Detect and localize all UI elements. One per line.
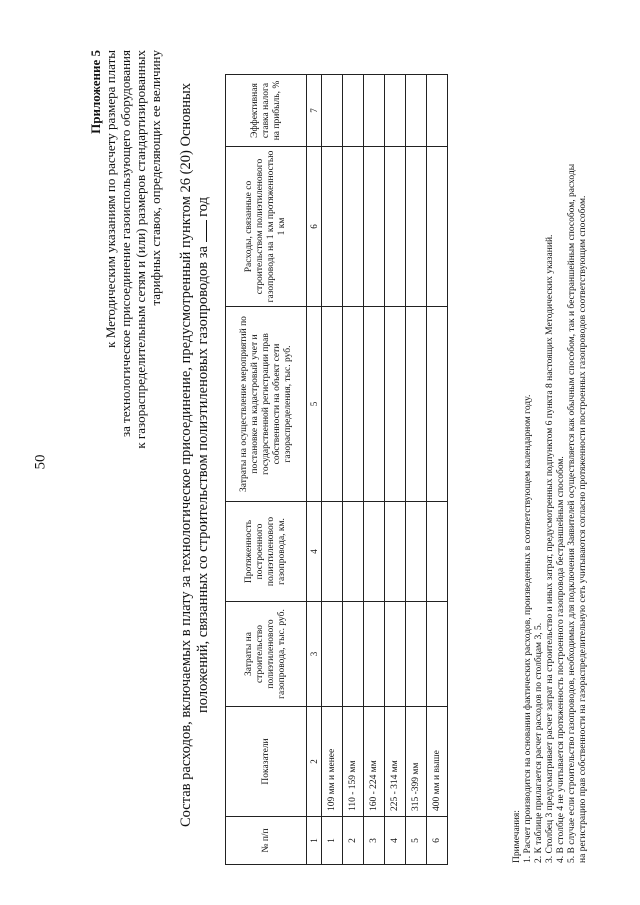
empty-cell	[343, 307, 364, 502]
empty-cell	[427, 602, 448, 707]
header-cell-costs-per-km: Расходы, связанные со строительством полиэтиленового газопровода на 1 км протяженностью 1 км	[226, 147, 307, 307]
title-line-2-prefix: положений, связанных со строительством полиэтиленовых газопроводов за	[195, 246, 211, 713]
empty-cell	[322, 307, 343, 502]
column-number: 5	[307, 307, 322, 502]
appendix-line: за технологическое присоединение газоиспользующего оборудования	[118, 50, 133, 437]
note-line: 3. Столбец 3 предусматривает расчет затрат на строительство и иных затрат, предусмотренных подпунктом 6 пункта 8 настоящих Методических указаний.	[545, 234, 555, 863]
column-number: 1	[307, 817, 322, 865]
header-cell-construction-costs: Затраты на строительство полиэтиленового газопровода, тыс. руб.	[226, 602, 307, 707]
title-line-1: Состав расходов, включаемых в плату за технологическое присоединение, предусмотренный пунктом 26 (20) Основных	[178, 83, 194, 827]
appendix-heading: Приложение 5	[88, 50, 103, 134]
empty-cell	[406, 147, 427, 307]
column-number: 3	[307, 602, 322, 707]
empty-cell	[322, 602, 343, 707]
empty-cell	[385, 147, 406, 307]
empty-cell	[322, 147, 343, 307]
column-number: 7	[307, 75, 322, 147]
note-line: 4. В столбце 4 не учитывается протяженность построенного газопровода бестраншейным способом.	[556, 456, 566, 863]
row-number: 5	[406, 817, 427, 865]
note-line: 5. В случае если строительство газопроводов, необходимых для подключения Заявителей осуществляется как обычным способом, так и бестраншейным способом, расходы	[567, 163, 577, 863]
row-indicator: 160 - 224 мм	[364, 707, 385, 817]
table-row	[343, 75, 364, 865]
row-number: 4	[385, 817, 406, 865]
title-line-2	[195, 65, 212, 845]
header-cell-indicators: Показатели	[226, 707, 307, 817]
empty-cell	[406, 602, 427, 707]
empty-cell	[343, 502, 364, 602]
notes-section	[512, 43, 589, 863]
appendix-line: тарифных ставок, определяющих ее величину	[148, 50, 163, 306]
empty-cell	[427, 502, 448, 602]
column-number: 4	[307, 502, 322, 602]
table-row	[427, 75, 448, 865]
header-cell-tax-rate: Эффективная ставка налога на прибыль, %	[226, 75, 307, 147]
row-number: 6	[427, 817, 448, 865]
header-cell-number: № п/п	[226, 817, 307, 865]
table-row	[364, 75, 385, 865]
empty-cell	[322, 75, 343, 147]
empty-cell	[364, 602, 385, 707]
document-title	[178, 65, 212, 845]
empty-cell	[364, 307, 385, 502]
expenses-table	[225, 74, 448, 865]
empty-cell	[427, 147, 448, 307]
column-number-row	[307, 75, 322, 865]
table-row	[322, 75, 343, 865]
empty-cell	[427, 307, 448, 502]
table-row	[385, 75, 406, 865]
header-cell-registration-costs: Затраты на осуществление мероприятий по постановке на кадастровый учет и государственной регистрации прав собственности на объект сети газораспределения, тыс. руб.	[226, 307, 307, 502]
table-row	[406, 75, 427, 865]
row-number: 1	[322, 817, 343, 865]
appendix-line: к Методическим указаниям по расчету размера платы	[103, 50, 118, 348]
column-number: 2	[307, 707, 322, 817]
empty-cell	[343, 602, 364, 707]
notes-title: Примечания:	[512, 810, 522, 863]
empty-cell	[385, 75, 406, 147]
appendix-header	[88, 50, 163, 610]
row-indicator: 109 мм и менее	[322, 707, 343, 817]
page-number: 50	[32, 454, 49, 470]
empty-cell	[364, 502, 385, 602]
row-indicator: 110 - 159 мм	[343, 707, 364, 817]
title-line-2-suffix: год	[195, 197, 211, 217]
column-number: 6	[307, 147, 322, 307]
empty-cell	[343, 75, 364, 147]
empty-cell	[406, 75, 427, 147]
row-indicator: 315 -399 мм	[406, 707, 427, 817]
empty-cell	[406, 502, 427, 602]
empty-cell	[406, 307, 427, 502]
row-indicator: 225 - 314 мм	[385, 707, 406, 817]
empty-cell	[343, 147, 364, 307]
row-number: 2	[343, 817, 364, 865]
empty-cell	[427, 75, 448, 147]
empty-cell	[364, 147, 385, 307]
empty-cell	[322, 502, 343, 602]
header-cell-pipeline-length: Протяженность построенного полиэтиленового газопровода, км.	[226, 502, 307, 602]
row-indicator: 400 мм и выше	[427, 707, 448, 817]
note-line: на регистрацию прав собственности на газораспределительную сеть учитываются согласно протяженности построенных газопроводов соответствующим способом.	[578, 195, 588, 863]
year-blank-field	[206, 220, 207, 242]
row-number: 3	[364, 817, 385, 865]
note-line: 1. Расчет производится на основании фактических расходов, произведенных в соответствующем календарном году.	[523, 394, 533, 863]
empty-cell	[385, 602, 406, 707]
note-line: 2. К таблице прилагается расчет расходов по столбцам 3, 5.	[534, 622, 544, 863]
empty-cell	[385, 307, 406, 502]
appendix-line: к газораспределительным сетям и (или) размеров стандартизированных	[133, 50, 148, 449]
empty-cell	[385, 502, 406, 602]
empty-cell	[364, 75, 385, 147]
table-header-row	[226, 75, 307, 865]
